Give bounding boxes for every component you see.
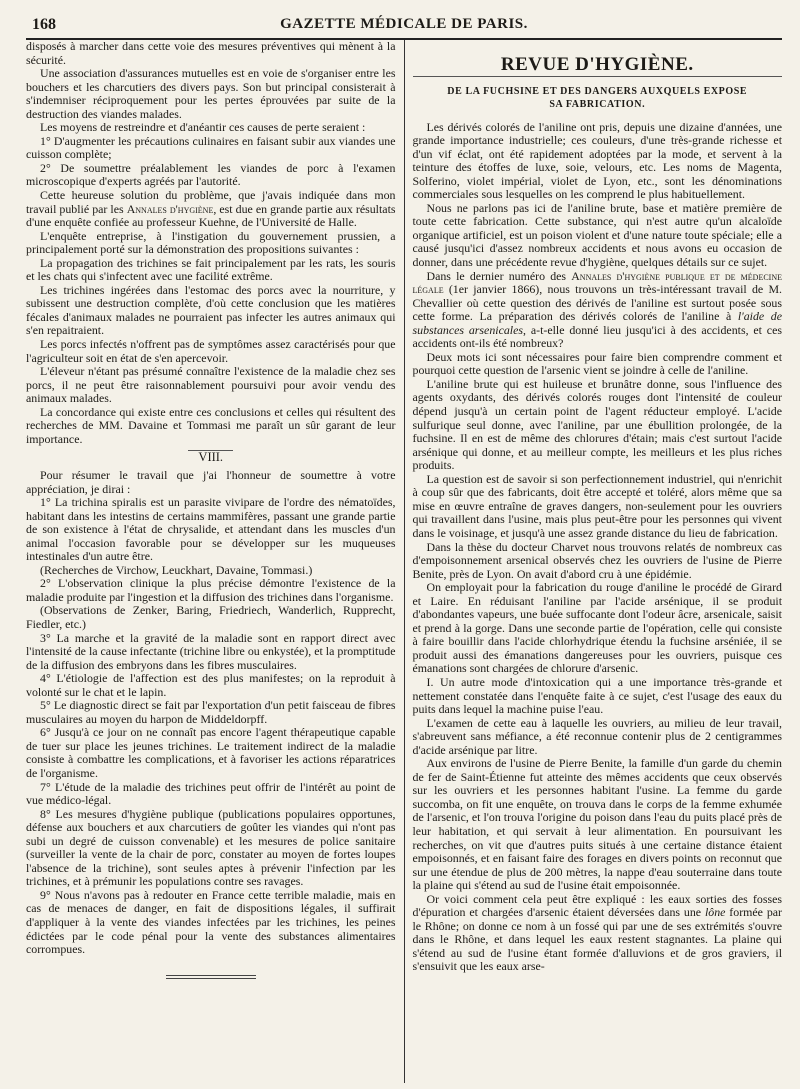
paragraph: Une association d'assurances mutuelles est en voie de s'organiser entre les bouchers et les charcutiers des divers pays. Son but principal consisterait à s'indemniser réciproquement pour les pertes éprouvées par suite de la destruction des viandes malades. xyxy=(26,66,396,121)
text-run: , a-t-elle donné lieu jusqu'ici à des accidents, et ces accidents ont-ils été nombreux? xyxy=(412,322,782,351)
paragraph: La concordance qui existe entre ces conclusions et celles qui résultent des recherches de MM. Davaine et Tommasi me paraît un sûr garant de leur importance. xyxy=(26,404,396,446)
paragraph: Les porcs infectés n'offrent pas de symptômes assez caractérisés pour que l'agriculteur soit en état de s'en apercevoir. xyxy=(26,337,396,365)
end-rule xyxy=(166,975,256,979)
paragraph: L'éleveur n'étant pas présumé connaître l'existence de la maladie chez ses porcs, il ne peut être raisonnablement poursuivi pour avoir vendu des animaux malades. xyxy=(26,364,396,406)
paragraph: La question est de savoir si son perfectionnement industriel, qui n'enrichit à coup sûr que des fabricants, doit être accepté et toléré, alors même que sa mise en œuvre entraîne de graves dangers, non-seulement pour les ouvriers qui travaillent dans l'usine, mais plus peut-être pour les personnes qui vivent dans le voisinage, et jusqu'à une assez grande distance du lieu de fabrication. xyxy=(412,471,782,540)
article-title xyxy=(413,85,783,111)
emphasis: l'aide de substances arsenicales xyxy=(412,309,782,337)
paragraph xyxy=(26,189,396,230)
paragraph: 1° La trichina spiralis est un parasite vivipare de l'ordre des nématoïdes, habitant dans les intestins de certains mammifères, passant une grande partie de son existence à l'état de chrysalide, et attendant dans les muscles d'un animal l'occasion favorable pour se développer sur les muqueuses intestinales d'un autre être. xyxy=(26,495,396,564)
paragraph: 9° Nous n'avons pas à redouter en France cette terrible maladie, mais en cas de menaces de danger, en fait de dispositions légales, il suffirait d'appliquer à la vente des viandes infectées par les trichines, les peines édictées par le code pénal pour la vente des substances alimentaires corrompues. xyxy=(26,887,396,957)
text-run: (1er janvier 1866), nous trouvons un très-intéressant travail de M. Chevallier où cette question des dérivés de l'aniline est surtout posée sous cette forme. La préparation des dérivés colorés de l'aniline à xyxy=(412,282,782,324)
paragraph: Les trichines ingérées dans l'estomac des porcs avec la nourriture, y subissent une destruction complète, d'où cette conclusion que les matières fécales d'animaux malades ne pourraient pas infecter les autres animaux qui s'en repaitraient. xyxy=(26,282,396,338)
journal-title: Annales d'hygiène publique et de médecine légale xyxy=(412,268,782,297)
paragraph: 6° Jusqu'à ce jour on ne connaît pas encore l'agent thérapeutique capable de tuer sur place les jeunes trichines. Le traitement indirect de la maladie consiste à combattre les complications, et à favoriser les actions réparatrices de l'organisme. xyxy=(26,725,396,780)
text-run: , est due en grande partie aux résultats d'une enquête confiée au professeur Kuehne, de l'Université de Halle. xyxy=(26,201,396,230)
paragraph: L'aniline brute qui est huileuse et brunâtre donne, sous l'influence des agents oxydants, des dérivés colorés rouges dont l'intensité de couleur dépend jusqu'à un certain point de l'agent réducteur employé. L'acide sulfurique seul donne, avec l'aniline, par une ébullition prolongée, de la fuchsine. Il en est de même des chlorures d'étain; mais c'est surtout l'acide arsénique qui donne, et au meilleur compte, les meilleurs et les plus riches produits. xyxy=(412,376,782,473)
paragraph: 3° La marche et la gravité de la maladie sont en rapport direct avec l'intensité de la cause infectante (trichine libre ou enkystée), et la promptitude de la diffusion des embryons dans les fibres musculaires. xyxy=(26,630,396,672)
left-column xyxy=(26,40,404,1083)
paragraph: On employait pour la fabrication du rouge d'aniline le procédé de Girard et Laire. En réduisant l'aniline par l'acide arsénique, il se produit d'abondantes vapeurs, une buée suffocante dont l'odeur âcre, arsenicale, saisit et prend à la gorge. Dans une seconde partie de l'opération, celle qui consiste à faire bouillir dans l'acide chlorhydrique étendu la fuchsine arséniée, il se produit aussi des émanations dangereuses pour les ouvriers, puisque ces émanations sont chargées de chlorure d'arsenic. xyxy=(412,580,782,676)
section-number xyxy=(26,450,396,465)
running-title: GAZETTE MÉDICALE DE PARIS. xyxy=(280,15,528,32)
text-run: Cette heureuse solution du problème, que j'avais indiquée dans mon travail publié par les xyxy=(26,188,396,216)
rubric-title: REVUE D'HYGIÈNE. xyxy=(413,58,783,77)
text-run: Or voici comment cela peut être expliqué : les eaux sorties des fosses d'épuration et chargées d'arsenic étaient déversées dans une xyxy=(412,891,782,920)
paragraph: 5° Le diagnostic direct se fait par l'exportation d'un petit faisceau de fibres musculaires au moyen du harpon de Middeldorpff. xyxy=(26,698,396,726)
right-column xyxy=(405,40,783,1083)
paragraph: Les moyens de restreindre et d'anéantir ces causes de perte seraient : xyxy=(40,120,366,135)
paragraph: 2° De soumettre préalablement les viandes de porc à l'examen microscopique d'experts agréés par l'autorité. xyxy=(26,160,396,189)
paragraph: Aux environs de l'usine de Pierre Benite, la famille d'un garde du chemin de fer de Saint-Étienne fut atteinte des mêmes accidents que ceux observés sur les ouvriers et les personnes habitant l'usine. La femme du garde succomba, on fit une enquête, on trouva dans le corps de la femme exhumée de l'arsenic, et l'on trouva l'origine du poison dans l'eau du puits placé près de leur habitation, et qui servait à leur alimentation. En poursuivant les recherches, on vit que d'autres puits situés à une certaine distance étaient empoisonnés, et en faisant faire des forages en divers points on reconnut que sur une étendue de plus de 200 mètres, la nappe d'eau souterraine dans toute la plaine qui s'étend au sud de l'usine était empoisonnée. xyxy=(412,756,782,893)
text-run: formée par le Rhône; on donne ce nom à un fossé qui par une de ses extrémités s'ouvre dans le Rhône, et dans lequel les eaux restent stagnantes. La plaine qui s'étend au sud de l'usine étant formée d'alluvions et de gros graviers, il s'ensuivit que les eaux arse- xyxy=(412,905,782,974)
paragraph: Pour résumer le travail que j'ai l'honneur de soumettre à votre appréciation, je dirai : xyxy=(26,467,396,496)
page-number: 168 xyxy=(32,16,56,33)
paragraph: disposés à marcher dans cette voie des mesures préventives qui mènent à la sécurité. xyxy=(26,40,396,67)
text-columns xyxy=(26,40,782,1083)
paragraph: L'enquête entreprise, à l'instigation du gouvernement prussien, a principalement porté sur la démonstration des propositions suivantes : xyxy=(26,228,396,257)
paragraph: (Observations de Zenker, Baring, Friedriech, Wanderlich, Rupprecht, Fiedler, etc.) xyxy=(26,603,396,631)
section-label: VIII. xyxy=(188,450,233,465)
page-header xyxy=(26,10,782,40)
paragraph: I. Un autre mode d'intoxication qui a une importance très-grande et nettement constatée dans l'enquête faite à ce sujet, c'est l'usage des eaux du puits dans lequel la machine puise l'eau. xyxy=(412,674,782,717)
paragraph: 2° L'observation clinique la plus précise démontre l'existence de la maladie produite par l'ingestion et la diffusion des trichines dans l'organisme. xyxy=(26,576,396,604)
journal-title: Annales d'hygiène xyxy=(126,201,214,216)
paragraph: (Recherches de Virchow, Leuckhart, Davaine, Tommasi.) xyxy=(40,562,313,577)
paragraph: 1° D'augmenter les précautions culinaires en faisant subir aux viandes une cuisson complète; xyxy=(26,133,396,162)
paragraph: La propagation des trichines se fait principalement par les rats, les souris et les chats qui s'infectent avec une facilité extrême. xyxy=(26,255,396,284)
paragraph: 4° L'étiologie de l'affection est des plus manifestes; on la reproduit à volonté sur le chat et le lapin. xyxy=(26,671,396,699)
paragraph xyxy=(413,893,783,974)
paragraph: Les dérivés colorés de l'aniline ont pris, depuis une dizaine d'années, une grande importance industrielle; ces couleurs, d'une très-grande richesse et d'un vif éclat, ont été rapidement adoptées par la mode, et servent à la teinture des étoffes de luxe, soie, velours, etc. Les noms de Magenta, Solferino, violet impérial, violet de Lyon, etc., sont les dénominations commerciales sous lesquelles on les comprend le plus habituellement. xyxy=(412,119,782,202)
paragraph: 8° Les mesures d'hygiène publique (publications populaires opportunes, défense aux bouchers et aux charcutiers de goûter les viandes qui n'ont pas subi un degré de cuisson convenable) et les mesures de police sanitaire (surveiller la vente de la chair de porc, constater au moyen de fortes loupes l'absence de la trichine), sont seules aptes à prévenir l'infection par les trichines, et à prémunir les populations contre ses ravages. xyxy=(26,806,396,889)
paragraph: 7° L'étude de la maladie des trichines peut offrir de l'intérêt au point de vue médico-légal. xyxy=(26,779,396,808)
article-title-line: SA FABRICATION. xyxy=(549,98,646,110)
paragraph: Dans la thèse du docteur Charvet nous trouvons relatés de nombreux cas d'empoisonnement arsenical observés chez les ouvriers de l'usine de Pierre Benite, près de Lyon. On avait d'abord cru à une épidémie. xyxy=(412,539,782,581)
paragraph xyxy=(413,270,783,351)
article-title-line: DE LA FUCHSINE ET DES DANGERS AUXQUELS EXPOSE xyxy=(447,85,748,97)
paragraph: L'examen de cette eau à laquelle les ouvriers, au milieu de leur travail, s'abreuvent sans méfiance, a été reconnue contenir plus de 2 centigrammes d'acide arsénique par litre. xyxy=(412,715,782,757)
text-run: Dans le dernier numéro des xyxy=(426,268,572,283)
paragraph: Deux mots ici sont nécessaires pour faire bien comprendre comment et pourquoi cette question de l'arsenic vient se joindre à celle de l'aniline. xyxy=(412,349,782,378)
emphasis: lône xyxy=(704,905,726,920)
paragraph: Nous ne parlons pas ici de l'aniline brute, base et matière première de toute cette fabrication. Cette substance, qui n'est autre qu'un alcaloïde organique artificiel, est un poison violent et d'une nature toute spéciale; elle a causé jusqu'ici d'assez nombreux accidents et nous avons eu occasion de donner, dans une précédente revue d'hygiène, quelques détails sur ce sujet. xyxy=(412,200,782,270)
